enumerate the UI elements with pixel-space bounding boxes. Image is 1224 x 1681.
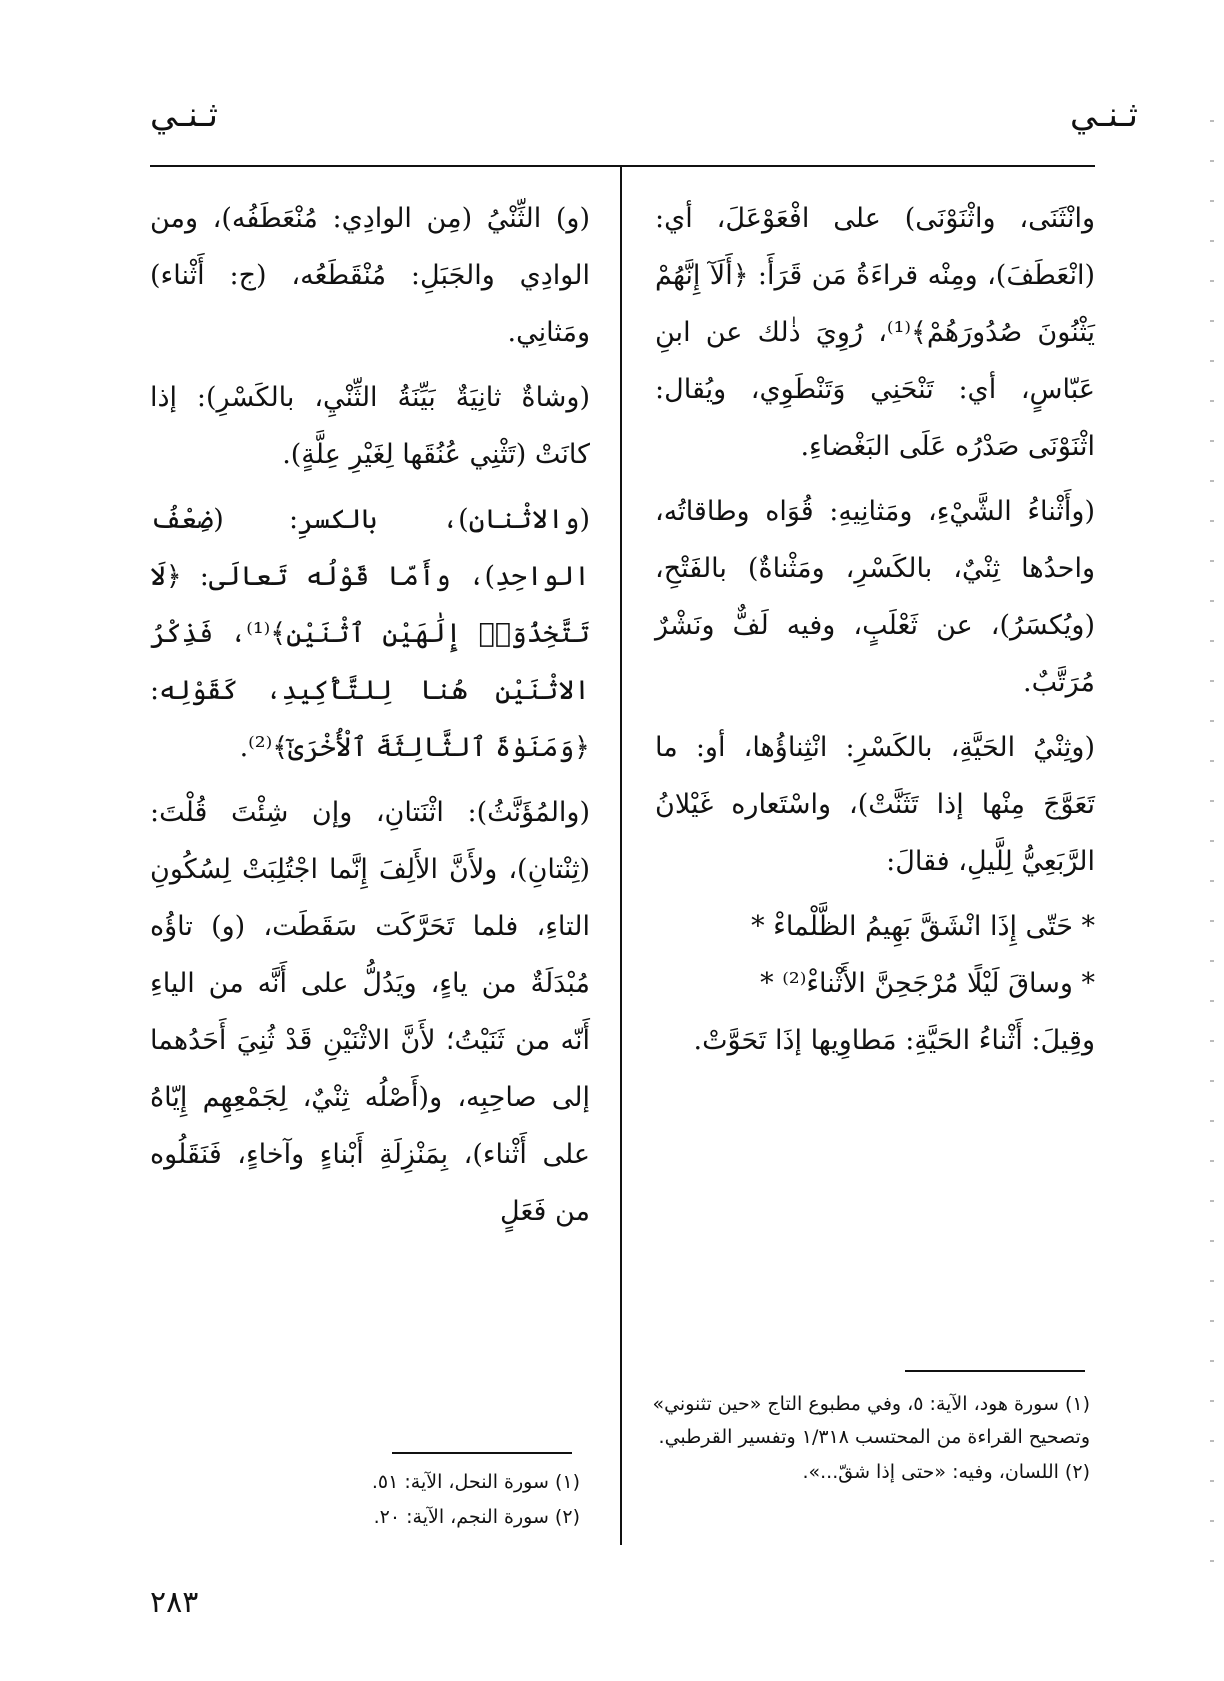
right-column [655, 190, 1095, 1077]
column-separator [620, 165, 622, 1545]
paragraph: (وأَثْناءُ الشَّيْءِ، ومَثانِيهِ: قُوَاه وطاقاتُه، واحدُها ثِنْيٌ، بالكَسْرِ، ومَثْناةٌ) بالفَتْحِ، (ويُكسَرُ)، عن ثَعْلَبٍ، وفيه لَفٌّ ونَشْرٌ مُرَتَّبٌ. [655, 496, 1095, 698]
footnote-rule-left [392, 1452, 572, 1454]
header-entry-word-right: ثـنـي [1070, 95, 1138, 135]
poem-verse: * وساقَ لَيْلًا مُرْجَحِنَّ الأَثْناءْ⁽²⁾ * [760, 968, 1095, 999]
paragraph: (والمُؤَنَّثُ): اثْنَتانِ، وإن شِئْتَ قُلْتَ: (ثِنْتانِ)، ولأَنَّ الأَلِفَ إِنَّما اجْتُلِبَتْ لِسُكُونِ التاءِ، فلما تَحَرَّكَت سَقَطَت، (و) تاؤُه مُبْدَلَةٌ من ياءٍ، ويَدُلُّ على أَنَّه من الياءِ أَنّه من ثَنَيْتُ؛ لأَنَّ الاثْنَيْنِ قَدْ ثُنِيَ أَحَدُهما إلى صاحِبِه، و(أَصْلُه ثِنْيٌ، لِجَمْعِهِم إِيّاهُ على أَثْناء)، بِمَنْزِلَةِ أَبْناءٍ وآخاءٍ، فَنَقَلُوه من فَعَلٍ [150, 797, 590, 1227]
paragraph: (وثِنْيُ الحَيَّةِ، بالكَسْرِ: انْثِناؤُها، أو: ما تَعَوَّجَ مِنْها إذا تَثَنَّتْ)، واسْتَعاره غَيْلانُ الرَّبَعِيُّ لِلَّيلِ، فقالَ: [655, 732, 1095, 877]
left-column [150, 190, 590, 1248]
paragraph: (والاثْنانِ)، بالكسرِ: (ضِعْفُ الواحِدِ)، وأَمّا قَوْلُه تَعالَى: ﴿لَا تَتَّخِذُوٓا۟ إِلَٰهَيْنِ ٱثْنَيْنِ﴾⁽¹⁾، فَذِكْرُ الاثْنَيْنِ هُنا لِلتَّأْكِيدِ، كَقَوْلِه: ﴿وَمَنَوٰةَ ٱلثَّالِثَةَ ٱلْأُخْرَىٰٓ﴾⁽²⁾. [150, 504, 590, 763]
page-number: ٢٨٣ [150, 1585, 199, 1620]
paragraph: وقِيلَ: أَثْناءُ الحَيَّةِ: مَطاوِيها إذَا تَحَوَّتْ. [693, 1025, 1095, 1056]
margin-tick-marks [1210, 120, 1214, 1570]
paragraph: (وشاةٌ ثانِيَةٌ بَيِّنَةُ الثِّنْيِ، بالكَسْرِ): إذا كانَتْ (تَثْنِي عُنُقَها لِغَيْرِ عِلَّةٍ). [150, 382, 590, 470]
header-rule [150, 165, 1095, 167]
footnotes-right [650, 1388, 1090, 1491]
footnote: (١) سورة هود، الآية: ٥، وفي مطبوع التاج «حين تثنوني» وتصحيح القراءة من المحتسب ١/٣١٨ وتفسير القرطبي. [652, 1393, 1090, 1448]
footnote: (٢) اللسان، وفيه: «حتى إذا شقّ...». [802, 1461, 1090, 1483]
header-entry-word-left: ثـنـي [150, 95, 218, 135]
footnote: (١) سورة النحل، الآية: ٥١. [371, 1471, 580, 1493]
footnotes-left [290, 1466, 580, 1536]
poem-verse: * حَتّى إِذَا انْشَقَّ بَهِيمُ الظَّلْماءْ * [751, 911, 1095, 942]
paragraph: وانْثَنَى، واثْنَوْنَى) على افْعَوْعَلَ، أي: (انْعَطَفَ)، ومِنْه قراءَةُ مَن قَرَأَ: ﴿أَلَآ إِنَّهُمْ يَثْنُونَ صُدُورَهُمْ﴾⁽¹⁾، رُوِيَ ذٰلك عن ابنِ عَبّاسٍ، أي: تَنْحَنِي وَتَنْطَوِي، ويُقال: اثْنَوْنَى صَدْرُه عَلَى البَغْضاءِ. [655, 203, 1096, 462]
footnote: (٢) سورة النجم، الآية: ٢٠. [373, 1506, 580, 1528]
paragraph: (و) الثِّنْيُ (مِن الوادِي: مُنْعَطَفُه)، ومن الوادِي والجَبَلِ: مُنْقَطَعُه، (ج: أَثْناء) ومَثانِي. [150, 203, 590, 348]
footnote-rule-right [905, 1370, 1085, 1372]
